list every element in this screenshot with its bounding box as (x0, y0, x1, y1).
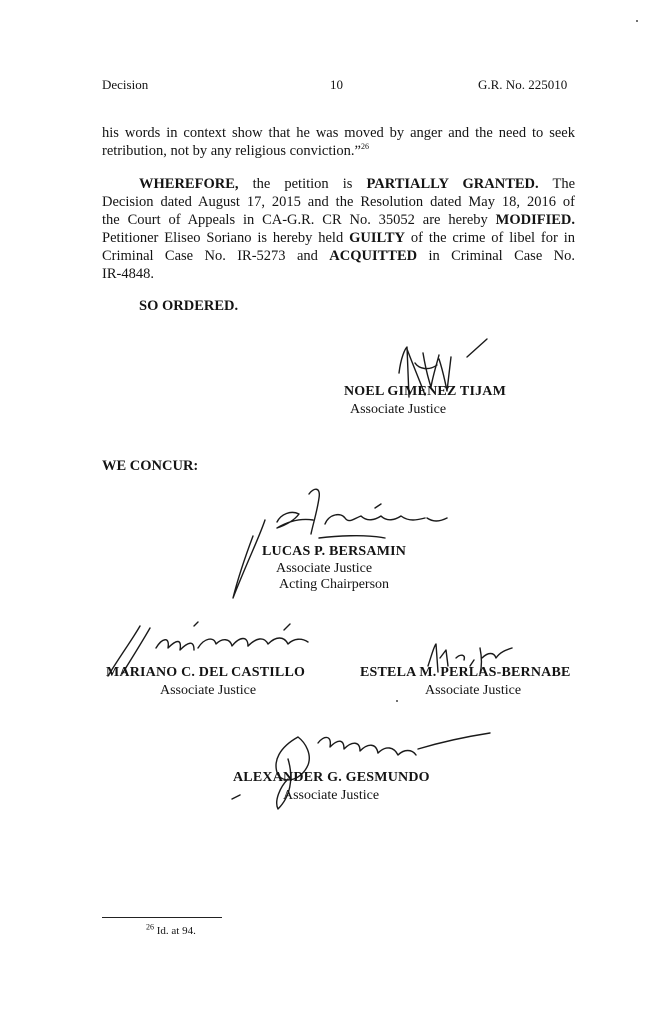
footnote-number: 26 (146, 922, 154, 932)
signatory-role-bersamin: Acting Chairperson (279, 577, 390, 592)
paragraph-conclusion (102, 124, 575, 160)
header-case-number: G.R. No. 225010 (478, 77, 568, 92)
signatory-title-gesmundo: Associate Justice (283, 788, 380, 803)
paragraph-line: IR-4848. (102, 266, 154, 282)
footnote-reference: 26 (360, 142, 369, 152)
paragraph-line (102, 247, 575, 265)
we-concur: WE CONCUR: (102, 458, 199, 474)
footnote-26 (146, 922, 196, 937)
guilty-text: GUILTY (349, 230, 405, 246)
paragraph-dispositive (102, 175, 575, 283)
paragraph-line (102, 229, 575, 247)
paragraph-text: The (538, 176, 576, 192)
paragraph-line (102, 175, 575, 193)
paragraph-text: Criminal Case No. IR-5273 and (102, 248, 330, 264)
signatory-name-tijam: NOEL GIMENEZ TIJAM (344, 384, 507, 399)
signatory-title-bersamin: Associate Justice (276, 561, 373, 576)
signatory-name-gesmundo: ALEXANDER G. GESMUNDO (233, 770, 430, 785)
header-page-number: 10 (330, 77, 343, 92)
paragraph-line (102, 142, 575, 160)
paragraph-text: retribution, not by any religious conviction.” (102, 143, 361, 159)
signatory-name-perlas-bernabe: ESTELA M. PERLAS-BERNABE (360, 665, 571, 680)
signatory-title-del-castillo: Associate Justice (160, 683, 257, 698)
wherefore-text: WHEREFORE, (139, 176, 239, 192)
paragraph-line: his words in context show that he was moved by anger and the need to seek (102, 125, 575, 141)
so-ordered: SO ORDERED. (139, 298, 239, 314)
footnote-text: Id. at 94. (154, 925, 196, 937)
paragraph-text: of the crime of libel for in (404, 230, 575, 246)
signatory-title-tijam: Associate Justice (350, 402, 447, 417)
header-doc-type: Decision (102, 77, 149, 92)
signatory-name-bersamin: LUCAS P. BERSAMIN (262, 544, 407, 559)
partially-granted-text: PARTIALLY GRANTED. (366, 176, 539, 192)
signatory-title-perlas-bernabe: Associate Justice (425, 683, 522, 698)
acquitted-text: ACQUITTED (329, 248, 418, 264)
paragraph-line (102, 211, 575, 229)
paragraph-line: Decision dated August 17, 2015 and the Resolution dated May 18, 2016 of (102, 194, 575, 210)
signatory-name-del-castillo: MARIANO C. DEL CASTILLO (106, 665, 306, 680)
paragraph-text: in Criminal Case No. (417, 248, 575, 264)
scan-speck (396, 700, 398, 702)
scan-speck (636, 20, 638, 22)
paragraph-text: the petition is (238, 176, 367, 192)
paragraph-text: the Court of Appeals in CA-G.R. CR No. 35052 are hereby (102, 212, 496, 228)
modified-text: MODIFIED. (495, 212, 575, 228)
footnote-separator (102, 917, 222, 918)
paragraph-text: Petitioner Eliseo Soriano is hereby held (102, 230, 350, 246)
